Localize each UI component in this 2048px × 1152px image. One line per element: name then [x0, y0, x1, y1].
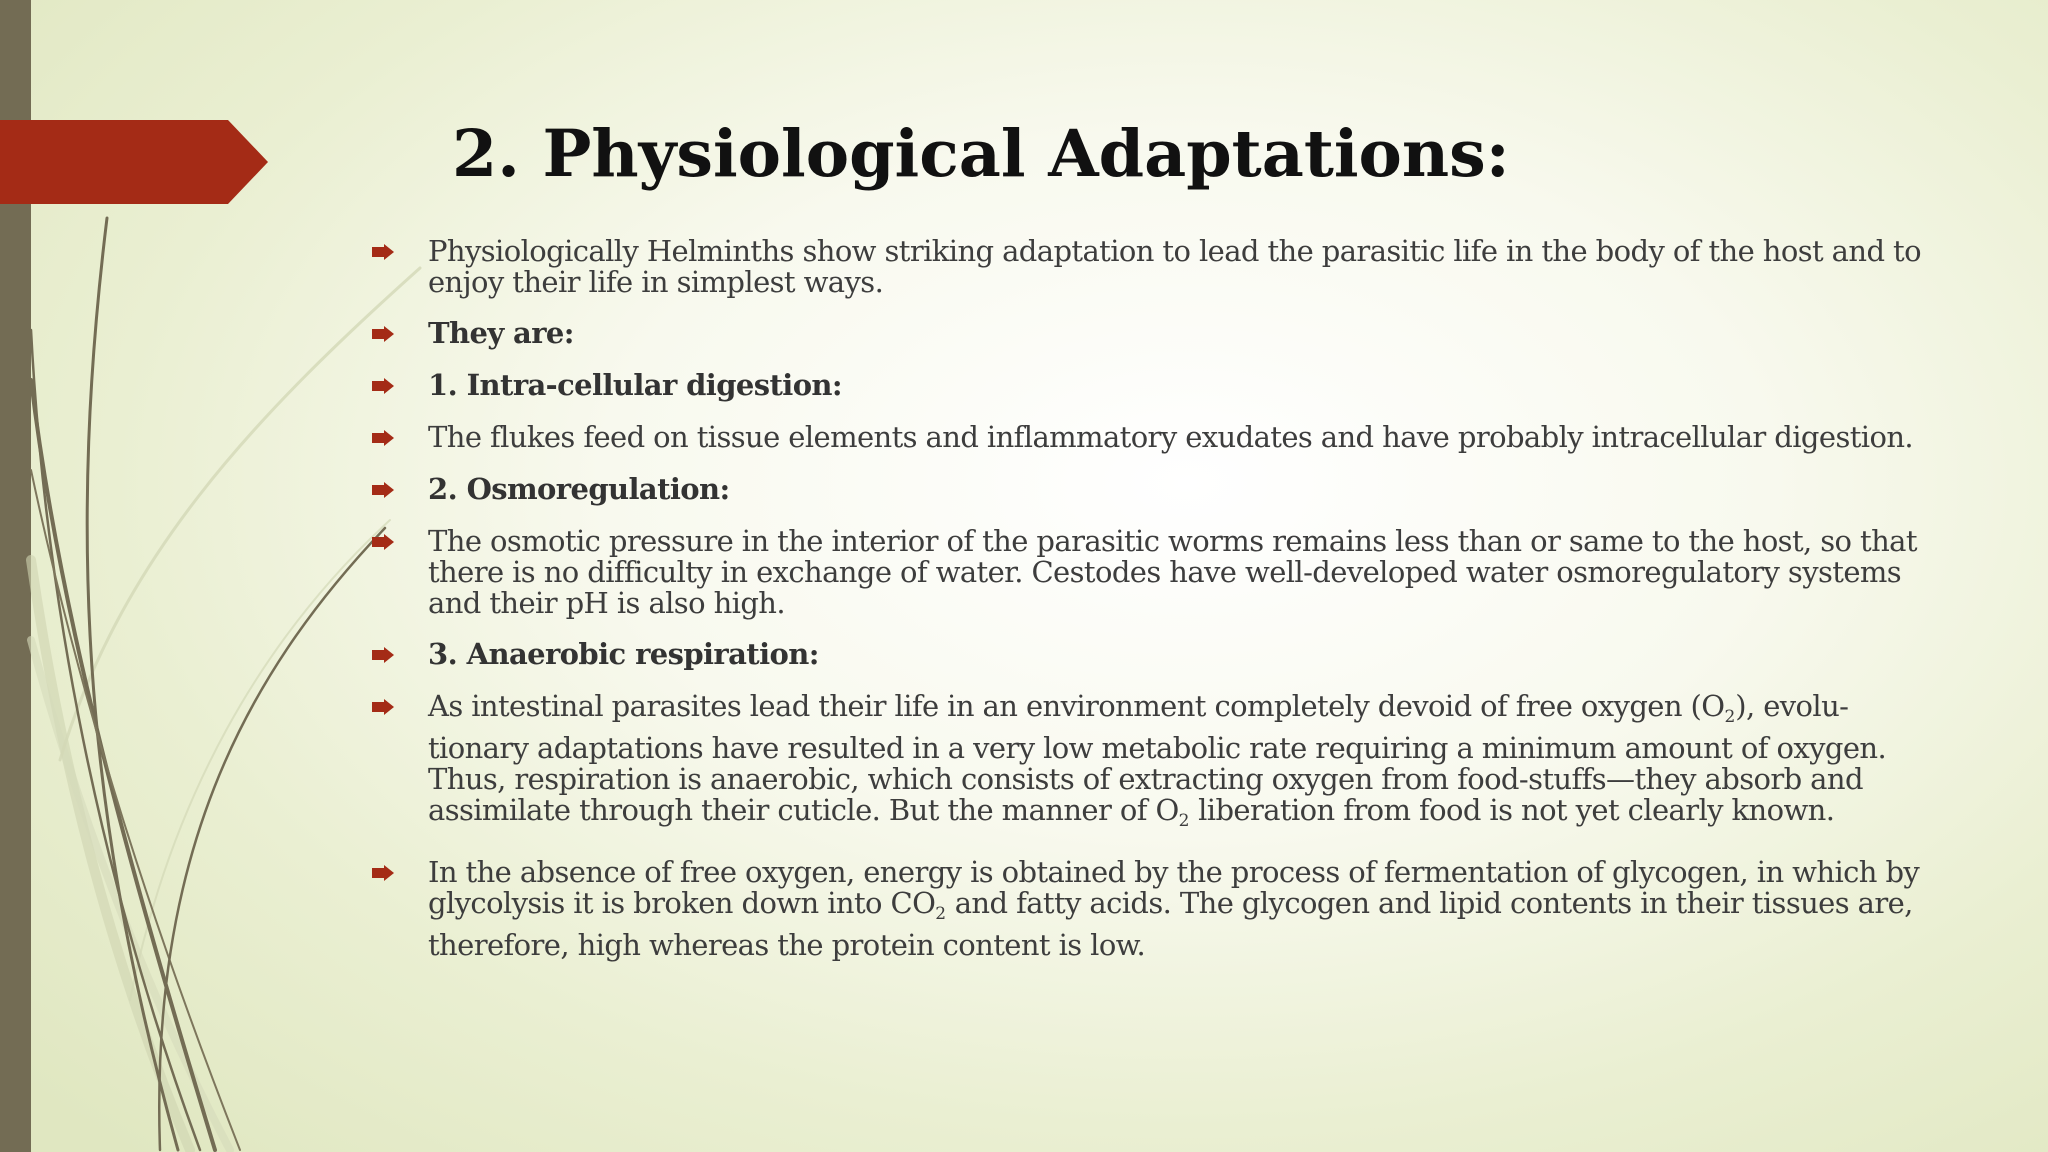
title-arrow-tab: [0, 120, 268, 204]
bullet-text: [428, 689, 1887, 831]
bullet-item-7: [372, 639, 1922, 670]
bullet-text: 2. Osmoregulation:: [428, 472, 730, 506]
arrow-bullet-icon: [372, 647, 394, 663]
bullet-text: 3. Anaerobic respiration:: [428, 637, 819, 671]
bullet-text: The flukes feed on tissue elements and inflammatory exudates and have probably intracellular digestion.: [428, 420, 1914, 454]
arrow-bullet-icon: [372, 326, 394, 342]
arrow-bullet-icon: [372, 699, 394, 715]
bullet-item-5: [372, 474, 1922, 505]
bullet-item-4: [372, 422, 1922, 453]
text-part: ), evolu-tionary adaptations have resulted in a very low metabolic rate requiring a minimum amount of oxygen. Thus, respiration is anaerobic, which consists of extracting oxygen from food-stuffs—they absorb and assimilate through their cuticle. But the manner of O: [428, 689, 1887, 827]
bullet-item-9: [372, 857, 1922, 961]
arrow-bullet-icon: [372, 865, 394, 881]
bullet-text: 1. Intra-cellular digestion:: [428, 368, 843, 402]
arrow-bullet-icon: [372, 482, 394, 498]
text-part: liberation from food is not yet clearly known.: [1189, 793, 1835, 827]
bullet-item-6: [372, 526, 1922, 619]
text-part: and fatty acids. The glycogen and lipid contents in their tissues are, therefore, high whereas the protein content is low.: [428, 886, 1913, 962]
subscript: 2: [935, 904, 947, 924]
subscript: 2: [1178, 811, 1190, 831]
bullet-item-8: [372, 691, 1922, 837]
arrow-bullet-icon: [372, 244, 394, 260]
arrow-bullet-icon: [372, 534, 394, 550]
subscript: 2: [1724, 707, 1736, 727]
bullet-text: They are:: [428, 316, 574, 350]
bullet-item-2: [372, 318, 1922, 349]
bullet-item-1: [372, 236, 1922, 298]
text-part: In the absence of free oxygen, energy is obtained by the process of fermentation of glycogen, in which by glycolysis it is broken down into CO: [428, 855, 1920, 920]
bullet-text: The osmotic pressure in the interior of the parasitic worms remains less than or same to the host, so that there is no difficulty in exchange of water. Cestodes have well-developed water osmoregulatory systems and their pH is also high.: [428, 524, 1917, 620]
text-part: As intestinal parasites lead their life in an environment completely devoid of free oxygen (O: [428, 689, 1725, 723]
slide-title: 2. Physiological Adaptations:: [452, 116, 1510, 192]
bullet-text: [428, 855, 1919, 962]
arrow-bullet-icon: [372, 430, 394, 446]
bullet-text: Physiologically Helminths show striking adaptation to lead the parasitic life in the body of the host and to enjoy their life in simplest ways.: [428, 234, 1921, 299]
arrow-bullet-icon: [372, 378, 394, 394]
bullet-list: [372, 236, 1922, 961]
bullet-item-3: [372, 370, 1922, 401]
